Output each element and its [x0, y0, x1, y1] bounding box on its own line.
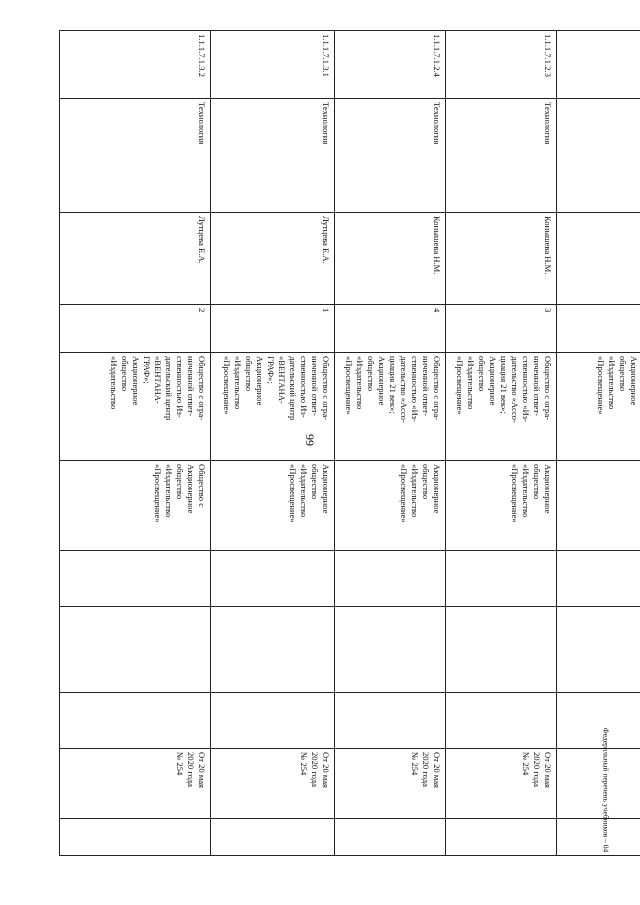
subject-cell: Технология	[60, 99, 211, 213]
brand-cell: Акционерное общество «Издательство «Просвещение»	[446, 461, 557, 551]
empty-cell	[335, 819, 446, 856]
table-row	[335, 31, 446, 856]
approval-date-cell	[557, 749, 640, 819]
approval-date-cell: От 20 мая 2020 года № 254	[446, 749, 557, 819]
empty-cell	[60, 607, 211, 693]
empty-cell	[60, 693, 211, 749]
class-cell: 2	[60, 305, 211, 353]
author-cell: Конышева Н.М.	[335, 213, 446, 305]
author-cell: Лутцева Е.А.	[211, 213, 335, 305]
code-cell: 1.1.1.7.1.3.1	[211, 31, 335, 99]
empty-cell	[446, 551, 557, 607]
empty-cell	[557, 693, 640, 749]
brand-cell	[557, 461, 640, 551]
empty-cell	[211, 551, 335, 607]
empty-cell	[557, 551, 640, 607]
table-row	[557, 31, 640, 856]
page-number: 99	[303, 434, 317, 446]
subject-cell: Технология	[446, 99, 557, 213]
class-cell: 1	[211, 305, 335, 353]
code-cell: 1.1.1.7.1.2.4	[335, 31, 446, 99]
empty-cell	[60, 551, 211, 607]
textbook-list-table	[59, 30, 640, 856]
subject-cell: Технология	[211, 99, 335, 213]
brand-cell: Акционерное общество «Издательство «Просвещение»	[335, 461, 446, 551]
approval-date-cell: От 20 мая 2020 года № 254	[211, 749, 335, 819]
brand-cell: Общество с Акционерное общество «Издательство «Просвещение»	[60, 461, 211, 551]
table-row	[446, 31, 557, 856]
rotated-table-frame	[60, 30, 640, 855]
author-cell: Конышева Н.М.	[446, 213, 557, 305]
publisher-cell: Общество с огра- ниченной ответ- ственностью «Из- дательство «Ассо- циация 21 век»; Акционерное общество «Издательство «Просвещение»	[446, 353, 557, 461]
empty-cell	[446, 819, 557, 856]
empty-cell	[211, 607, 335, 693]
empty-cell	[211, 819, 335, 856]
author-cell	[557, 213, 640, 305]
class-cell	[557, 305, 640, 353]
class-cell: 4	[335, 305, 446, 353]
empty-cell	[557, 607, 640, 693]
class-cell: 3	[446, 305, 557, 353]
publisher-cell: Акционерное общество «Издательство «Просвещение»	[557, 353, 640, 461]
code-cell: 1.1.1.7.1.3.2	[60, 31, 211, 99]
approval-date-cell: От 20 мая 2020 года № 254	[60, 749, 211, 819]
table-row	[60, 31, 211, 856]
empty-cell	[335, 607, 446, 693]
publisher-cell: Общество с огра- ниченной ответ- ственностью Из- дательский центр «ВЕНТАНА- ГРАФ»; Акционерное общество «Издательство	[60, 353, 211, 461]
approval-date-cell: От 20 мая 2020 года № 254	[335, 749, 446, 819]
brand-cell: Акционерное общество «Издательство «Просвещение»	[211, 461, 335, 551]
empty-cell	[211, 693, 335, 749]
table-row	[211, 31, 335, 856]
empty-cell	[557, 819, 640, 856]
empty-cell	[335, 693, 446, 749]
footer-caption: Федеральный перечень учебников – 04	[601, 727, 611, 853]
code-cell: 1.1.1.7.1.2.3	[446, 31, 557, 99]
code-cell	[557, 31, 640, 99]
subject-cell	[557, 99, 640, 213]
author-cell: Лутцева Е.А.	[60, 213, 211, 305]
empty-cell	[446, 693, 557, 749]
empty-cell	[446, 607, 557, 693]
empty-cell	[335, 551, 446, 607]
empty-cell	[60, 819, 211, 856]
subject-cell: Технология	[335, 99, 446, 213]
publisher-cell: Общество с огра- ниченной ответ- ственностью «Из- дательство «Ассо- циация 21 век»; Акционерное общество «Издательство «Просвещение»	[335, 353, 446, 461]
publisher-cell: Общество с огра- ниченной ответ- ственностью Из- дательский центр «ВЕНТАНА- ГРАФ»; Акционерное общество «Издательство «Просвещение»	[211, 353, 335, 461]
